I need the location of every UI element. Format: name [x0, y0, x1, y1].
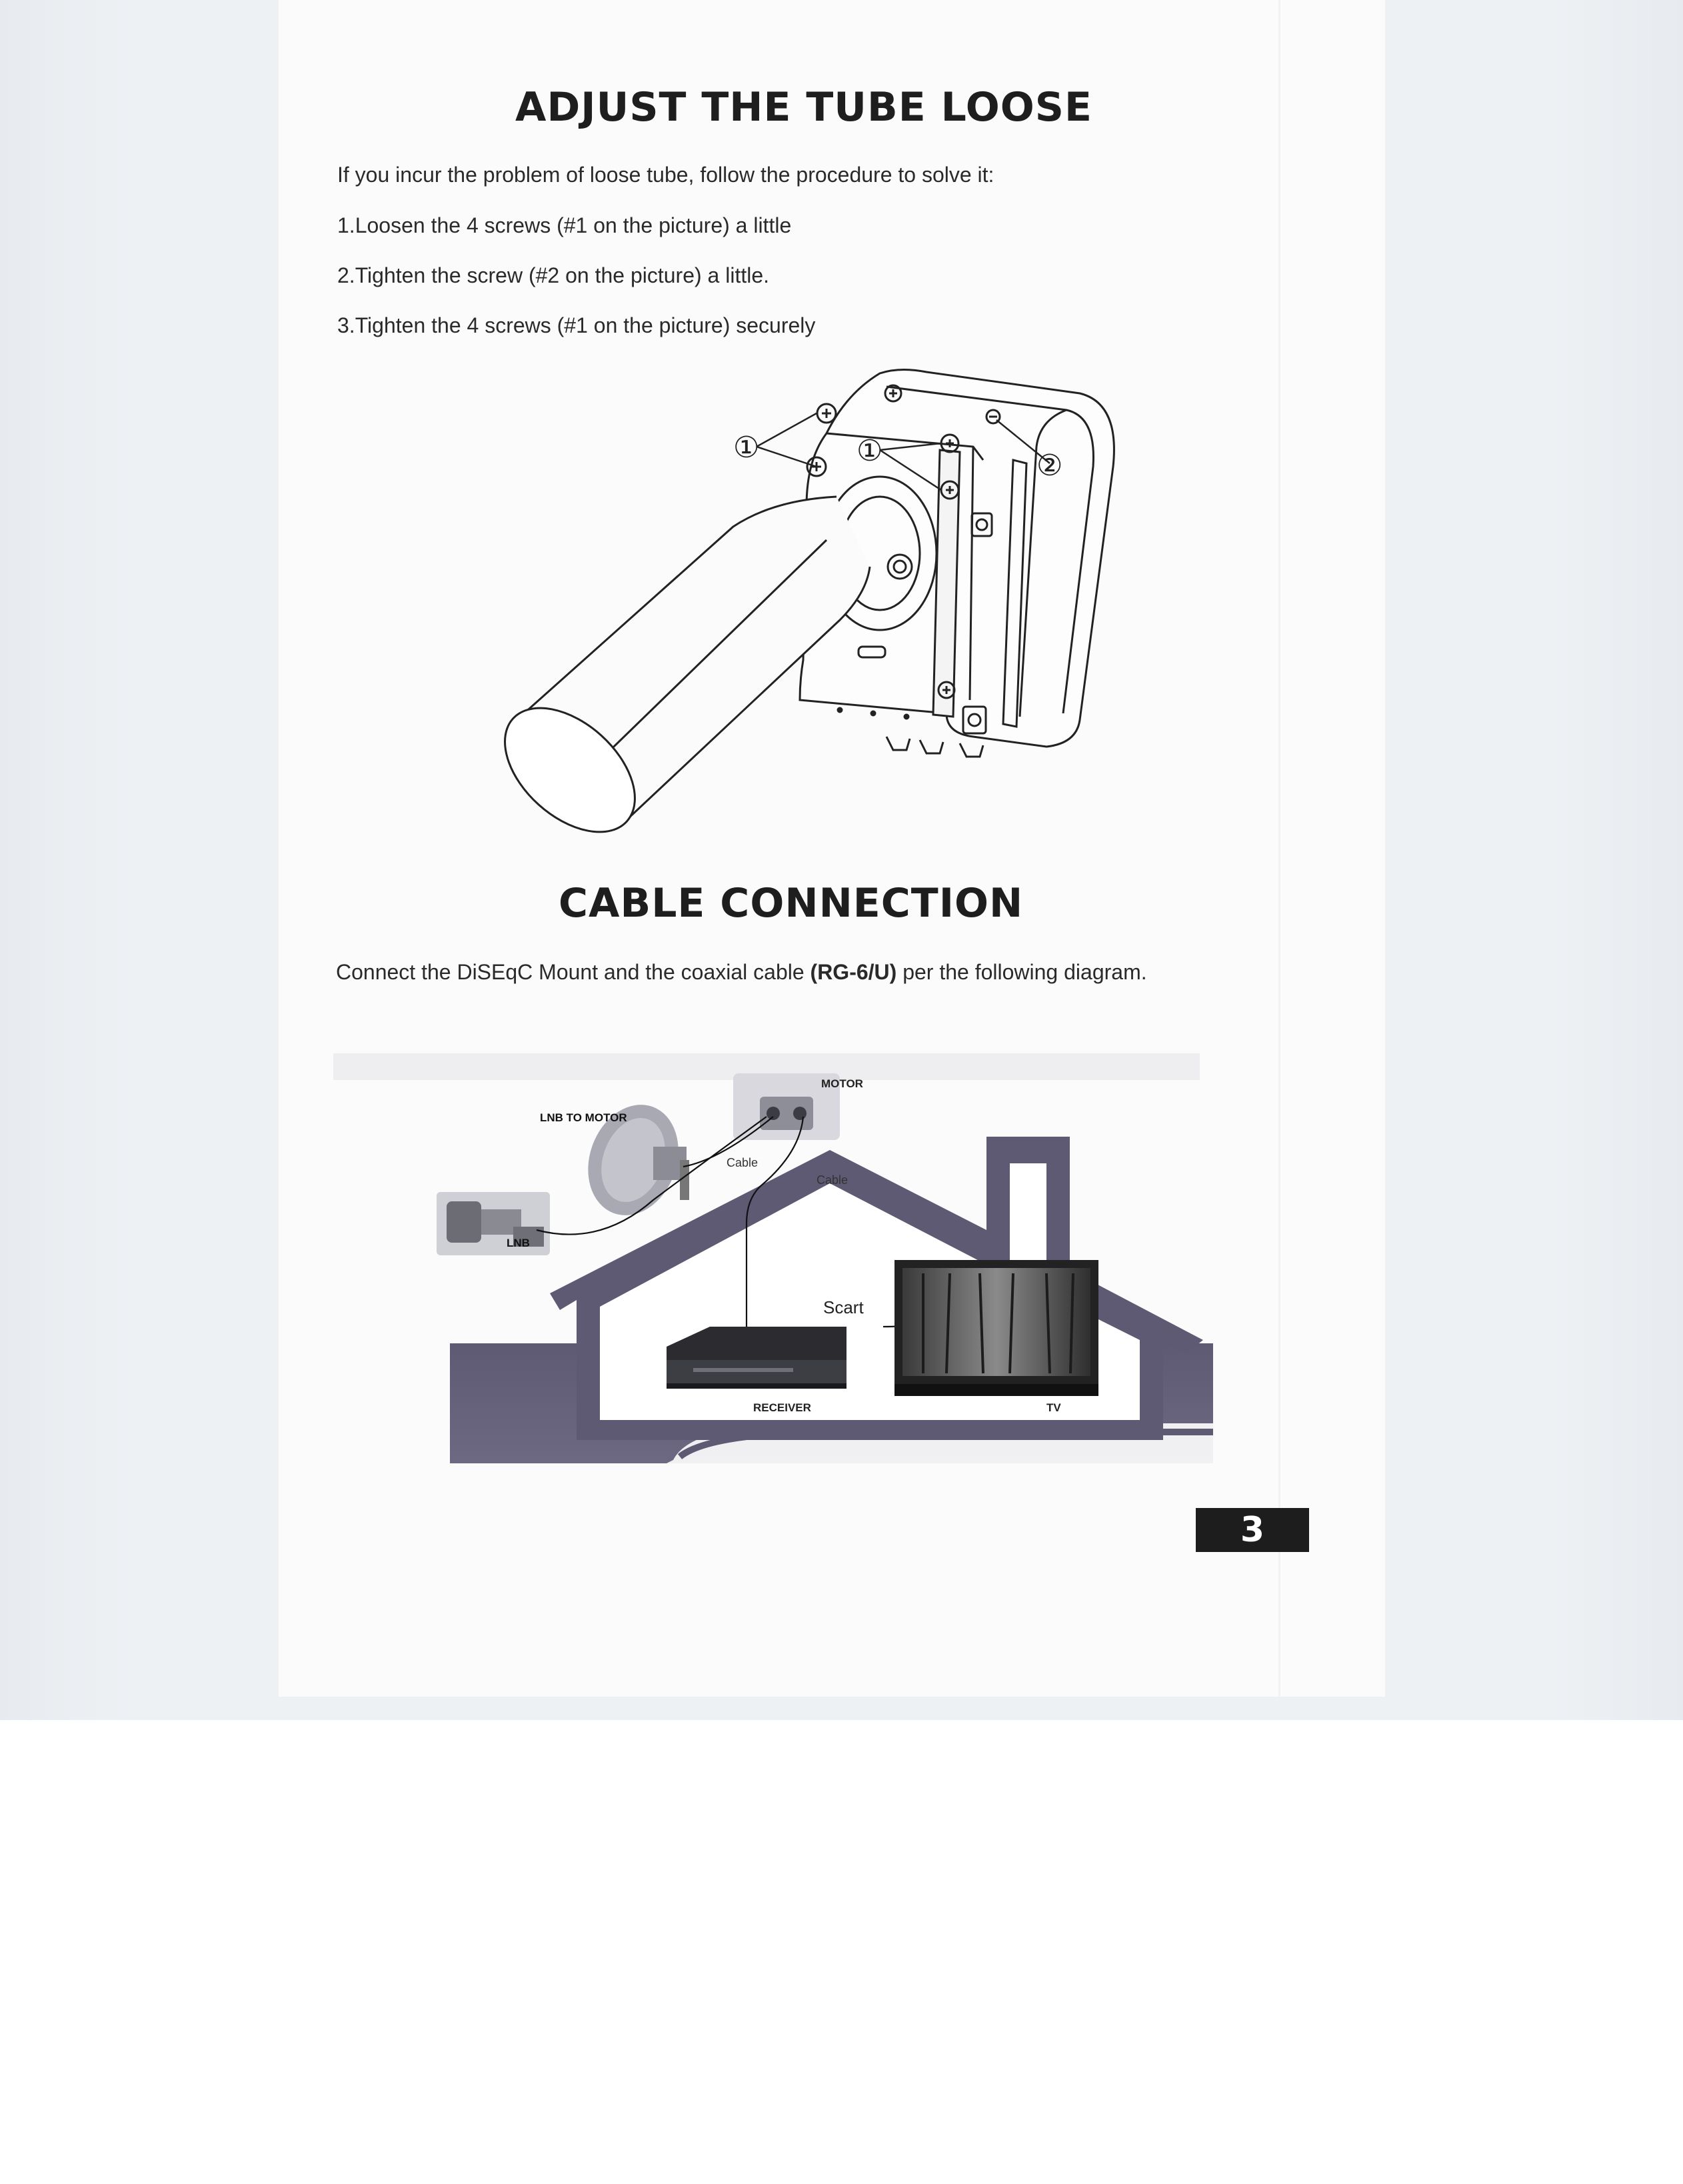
label-receiver: RECEIVER: [753, 1401, 811, 1414]
cable-type-bold: (RG-6/U): [810, 960, 897, 984]
page-number: 3: [1196, 1508, 1309, 1552]
receiver-icon: [667, 1327, 846, 1389]
adjust-step-2: 2.Tighten the screw (#2 on the picture) a little.: [337, 263, 770, 287]
adjust-step-3: 3.Tighten the 4 screws (#1 on the picture) securely: [337, 313, 816, 337]
lnb-icon: [437, 1192, 550, 1255]
tv-icon: [894, 1260, 1098, 1396]
label-cable-1: Cable: [727, 1156, 759, 1169]
lnb-holder-illustration: [493, 353, 1133, 847]
adjust-step-1: 1.Loosen the 4 screws (#1 on the picture) a little: [337, 213, 792, 237]
label-tv: TV: [1046, 1401, 1061, 1414]
section-title-adjust: ADJUST THE TUBE LOOSE: [515, 84, 1092, 131]
label-cable-2: Cable: [817, 1173, 848, 1187]
section-title-cable: CABLE CONNECTION: [559, 880, 1024, 927]
adjust-intro-text: If you incur the problem of loose tube, follow the procedure to solve it:: [337, 163, 994, 187]
cable-intro-after: per the following diagram.: [896, 960, 1147, 984]
callout-screw-1b: ①: [856, 434, 883, 468]
cable-intro-before: Connect the DiSEqC Mount and the coaxial cable: [336, 960, 811, 984]
cable-intro-text: [336, 960, 1147, 985]
page-fold-shadow: [1278, 0, 1280, 1697]
label-lnb: LNB: [507, 1237, 530, 1249]
callout-screw-1a: ①: [733, 431, 760, 465]
cable-connection-diagram: [320, 1047, 1240, 1473]
callout-screw-2: ②: [1036, 449, 1063, 483]
label-motor: MOTOR: [821, 1077, 863, 1090]
label-scart: Scart: [823, 1297, 864, 1317]
label-lnb-to-motor: LNB TO MOTOR: [540, 1111, 627, 1124]
